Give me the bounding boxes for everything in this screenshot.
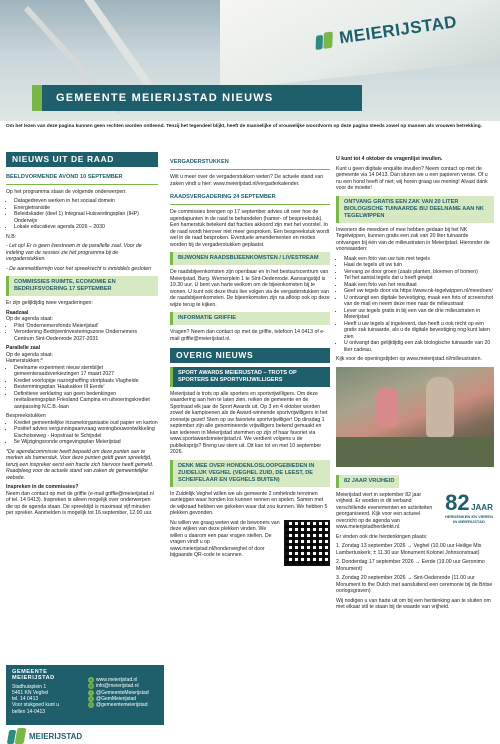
meierijstad-logo-icon xyxy=(8,728,26,744)
paragraph: Vragen? Neem dan contact op met de griffie, telefoon 14 0413 of e-mail griffie@meierijstad.nl. xyxy=(170,329,325,342)
social-link[interactable]: @GemMeierijstad xyxy=(96,695,137,702)
address-line: Voor stukgoed kunt u xyxy=(12,702,59,709)
list-item: • Vervang ze door groen (zaals planten, bloemen of bomen) xyxy=(344,269,494,276)
phone: tel. 14 0413 xyxy=(12,696,39,703)
list-item: • Haal de tegels uit uw tuin xyxy=(344,262,494,269)
section-title: OVERIG NIEUWS xyxy=(170,348,330,363)
list-item: • Energietransitie xyxy=(14,205,158,212)
list-item: • Maak een foto van uw tuin met tegels xyxy=(344,256,494,263)
heading: U kunt tot 4 oktober de vragenlijst invullen. xyxy=(336,156,443,162)
gardening-photo xyxy=(336,367,494,467)
meierijstad-logo-icon xyxy=(315,31,335,49)
paragraph: De raadsbijeenkomsten zijn openbaar en in het bestuurscentrum van Meierijstad, Burg. Wernerplein 1 te Sint-Oedenrode. Aanvangstijd is 19.30 uur. U bent van harte welkom om de bijeenkomsten bij te wonen. U kunt ook deze thuis live volgen via de vergaderstukken van de raadsbijeenkomsten. De bijeenkomsten zijn na afloop ook op deze wijze terug te kijken. xyxy=(170,269,330,308)
paragraph: In Zuidelijk Veghel willen we als gemeente 2 omheinde terreinen aanleggen waar honden los kunnen rennen en spelen. Samen met de wijkraad hebben we gekeken waar dat zou kunnen. We hebben 5 plekken gevonden. xyxy=(170,490,328,516)
paragraph: Neem dan contact op met de griffie (e-mail griffie@meierijstad.nl of tel. 14 0413). Inspreken is alleen mogelijk over onderwerpen die op de agenda staan. De spreektijd is maximaal vijf minuten per spreker. Aanmelden is mogelijk tot 16 september, 12.00 uur. xyxy=(6,490,154,516)
social-link[interactable]: @GemeenteMeierijstad xyxy=(96,689,149,696)
list-item: • Krediet gemeentelijke inzamelorganisatie oud papier en karton xyxy=(14,420,158,427)
address-line: Stadhuisplein 1 xyxy=(12,683,47,690)
paragraph: Meierijstad is trots op alle sporters en sportvrijwilligers. Om deze waardering aan hen te laten zien, reiken de gemeente en de Sportraad elk jaar de Sport Awards uit. Op 3 en 4 oktober worden zowel de kampioenen als de Award-winnende sportvrijwilligers in het zonnetje gezet! Stem op uw favoriete sportvrijwilliger! Op dinsdag 1 september zijn alle genomineerde vrijwilligers bekend gemaakt en kan iedereen in Meierijstad stemmen op zijn of haar favoriet via www.sportawardsmeierijstad.nl. We verdient volgens u de publieksprijs? Breng uw stem uit. Dit kan tot en met 10 september 2026. xyxy=(170,390,328,455)
room-heading: Raadzaal xyxy=(6,309,29,316)
paragraph: Meierijstad viert in september 82 jaar vrijheid. Er worden in dit verband verschillende evenementen en activiteiten georganiseerd. Kijk voor een actueel overzicht op de agenda van www.meierijstadherdenkt.nl. xyxy=(336,491,433,530)
list-item: 3. Zondag 20 september 2026 → Sint-Oedenrode (11.00 uur Monument to the Dutch met aansluitend een ceremonie bij de Britse oorlogsgraven) xyxy=(336,575,493,594)
qr-code[interactable] xyxy=(284,520,330,566)
hero-image xyxy=(0,0,500,121)
paragraph: Wilt u meer over de vergaderstukken weten? De actuele stand van zaken vindt u hier: www.meierijstad.nl/vergaderkalender. xyxy=(170,174,324,187)
instagram-icon: ◎ xyxy=(89,702,93,708)
subsection-title: DENK MEE OVER HONDENLOSLOOPGEBIEDEN IN ZUIDELIJK VEGHEL (VEGHEL ZUID, DE LEEST, DE SCHEIFELAAR EN VEGHELS BUITEN) xyxy=(170,460,330,487)
address-line: 5461 KN Veghel xyxy=(12,689,49,696)
nb-label: N.B: xyxy=(6,233,17,240)
subsection-title: BEELDVORMENDE AVOND 10 SEPTEMBER xyxy=(6,171,158,185)
list-item: • Geef uw tegels door via https://www.nk-tegelwippen.nl/meedoen/ xyxy=(344,288,494,295)
list-item: 2. Donderdag 17 september 2026 → Eerde (19.00 uur Geronimo Monument) xyxy=(336,559,485,572)
agenda-list xyxy=(6,198,158,231)
list-item: • Lokale educatieve agenda 2026 – 2030 xyxy=(14,224,158,231)
mail-icon: @ xyxy=(88,683,94,689)
agenda-list xyxy=(6,323,158,343)
list-item: • 5e Wijzigingsronde omgevingsplan Meierijstad xyxy=(14,439,158,446)
paragraph: Er vinden ook drie herdenkingen plaats: xyxy=(336,533,428,540)
paragraph: Wij nodigen u van harte uit om bij een herdenking aan te sluiten om met elkaar stil te staan bij de waarde van vrijheid. xyxy=(336,597,491,610)
list-item: • Bestemmingsplan 'Haakakker III Eerde' xyxy=(14,384,158,391)
paragraph: Inwoners die meedoen of mee hebben gedaan bij het NK Tegelwippen, kunnen gratis een zak van 20 liter tuinaarde ontvangen bij één van de milieustraten in Meierijstad. Hieronder de voorwaarden: xyxy=(336,226,490,252)
list-item: 1. Zondag 13 september 2026 → Veghel (10.00 uur Heilige Mis Lambertuskerk; ± 11.30 uur Monument Kolonel Johnsonstraat) xyxy=(336,543,482,556)
contact-box xyxy=(6,665,164,725)
list-item: • Tel het aantal tegels dat u heeft gewipt xyxy=(344,275,494,282)
address-line: bellen 14-0413 xyxy=(12,708,46,715)
paragraph: Op de agenda staat: xyxy=(6,316,54,322)
subsection-title: VERGADERSTUKKEN xyxy=(170,156,330,170)
paragraph: Hamerstukken:* xyxy=(6,358,43,364)
conditions-list xyxy=(336,256,494,354)
note: - De aanmeldtermijn voor het spreekrecht is inmiddels gesloten xyxy=(6,265,152,272)
paragraph: Op het programma staan de volgende onderwerpen: xyxy=(6,188,127,195)
room-heading: Parallelle zaal xyxy=(6,345,41,351)
website-link[interactable]: www.meierijstad.nl xyxy=(96,677,138,683)
list-item: • Pilot 'Ondernemersfonds Meierijstad' xyxy=(14,323,158,330)
subsection-title: RAADSVERGADERING 24 SEPTEMBER xyxy=(170,191,330,205)
list-item: • Krediet voorlopige nazorgheffing stortplaats Vlagheide xyxy=(14,378,158,385)
subsection-title: COMMISSIES RUIMTE, ECONOMIE EN BEDRIJFSVOERING 17 SEPTEMBER xyxy=(6,276,158,296)
list-item: • Definitieve verklaring van geen bedenkingen revitaliseringsplan Friesland Campina en uitvoeringskrediet aanpassing N.C.B.-laan xyxy=(14,391,158,411)
column-raad-2 xyxy=(170,152,330,566)
agenda-list xyxy=(6,365,158,411)
agenda-list xyxy=(6,420,158,446)
list-item: • Verordening Bedrijveninvesteringszone Ondernemers Centrum Sint-Oedenrode 2027-2031 xyxy=(14,329,158,342)
82-jaar-logo: 82 JAAR HERDENKEN EN VIEREN IN MEIERIJSTAD xyxy=(444,489,493,524)
heading: Inspreken in de commissies? xyxy=(6,484,79,490)
column-news xyxy=(336,152,494,614)
paragraph: Er zijn gelijktijdig twee vergaderingen: xyxy=(6,300,93,306)
list-item: • U ontvangt dan gelijktijdig een zak biologische tuinaarde van 20 liter cadeau. xyxy=(344,340,494,353)
subsection-title: SPORT AWARDS MEIERIJSTAD – TROTS OP SPORTERS EN SPORTVRIJWILLIGERS xyxy=(170,367,330,387)
social-link[interactable]: @gemeentemeierijstad xyxy=(96,702,148,709)
column-raad xyxy=(6,152,158,520)
facebook-icon: f xyxy=(88,690,94,696)
logo-text: MEIERIJSTAD xyxy=(338,12,459,48)
paragraph: Kijk voor de openingstijden op www.meierijstad.nl/milieustraten. xyxy=(336,356,482,362)
globe-icon: ● xyxy=(89,677,93,683)
subsection-title: ONTVANG GRATIS EEN ZAK VAN 20 LITER BIOLOGISCHE TUINAARDE BIJ DEELNAME AAN NK TEGELWIPPEN xyxy=(336,196,494,223)
list-item: • Deelname experiment nieuw stembiljet gemeenteraadsverkiezingen 17 maart 2027 xyxy=(14,365,158,378)
paragraph: De commissies brengen op 17 september advies uit over hoe de agendapunten in de raad te behandelen (hamer- of bespreekstuk). Een hamerstuk betekent dat fracties akkoord zijn met het voorstel. In de raad wordt hierover niet meer gesproken. Een bespreekstuk wordt wel in de raad besproken. Eventuele amendementen en moties worden bij de vergaderstukken geplaatst. xyxy=(170,209,330,248)
note: - Let op! Er is geen livestream in de parallelle zaal. Voor de indeling van de sessies zie het programma bij de vergaderstukken. xyxy=(6,243,142,262)
email-link[interactable]: info@meierijstad.nl xyxy=(96,683,139,690)
footer-logo xyxy=(8,728,82,744)
paragraph: Bespreekstukken xyxy=(6,413,46,419)
list-item: • Beleidskader (deel 1) Integraal Huisvestingsplan (IHP) Onderwijs xyxy=(14,211,158,224)
list-item: • Heeft u uw tegels al ingeleverd, dan heeft u ook recht op een gratis zak tuinaarde, als u de digitale bevestiging nog kunt laten zien xyxy=(344,321,494,341)
paragraph: Kunt u geen digitale enquête invullen? Neem contact op met de gemeente via 14 0413. Dan sturen we u een papieren versie. Of u nu een hond heeft of niet; wij horen graag uw mening! Alvast dank voor de moeite! xyxy=(336,165,488,191)
list-item: • Maak een foto van het resultaat xyxy=(344,282,494,289)
subsection-title: BIJWONEN RAADSBIJEENKOMSTEN / LIVESTREAM xyxy=(170,252,330,265)
paragraph: Op de agenda staat: xyxy=(6,351,54,358)
subsection-title: INFORMATIE GRIFFIE xyxy=(170,312,330,325)
list-item: • Lever uw tegels gratis in bij een van de drie milieustraten in Meierijstad xyxy=(344,308,494,321)
contact-title: GEMEENTE MEIERIJSTAD xyxy=(12,669,55,682)
x-icon: x xyxy=(90,696,92,702)
section-title: NIEUWS UIT DE RAAD xyxy=(6,152,158,167)
disclaimer: Om het lezen van deze pagina kunnen geen rechten worden ontleend. Tenzij het tegendeel blijkt, heeft de mannelijke of vrouwelijke woordvorm op deze pagina steeds zowel op mannen als vrouwen betrekking. xyxy=(6,124,482,129)
note: *De agendacommissie heeft bepaald om deze punten aan te merken als hamerstuk. Voor deze punten geldt geen spreektijd, tenzij een inspreker eerst een fractie zich hiervoor heeft gemeld. Raadpleeg voor de actuele stand van zaken de gemeentelijke website. xyxy=(6,448,154,481)
list-item: • Datagedreven werken in het sociaal domein xyxy=(14,198,158,205)
page-title: GEMEENTE MEIERIJSTAD NIEUWS xyxy=(42,85,362,111)
list-item: • U ontvangt een digitale bevestiging, maak een foto of screenshot van de mail en neem deze mee naar de milieustraat xyxy=(344,295,494,308)
list-item: • Positief advies vergunningaanvraag woningbouwontwikkeling Eischotseweg - Hopstraat te Schijndel xyxy=(14,426,158,439)
paragraph: Nu willen we graag weten wat de bewoners van deze wijken van deze plekken vinden. We willen u daarom een paar vragen stellen. De vragen vindt u op www.meierijstad.nl/hondenveghel of door bijgaande QR-code te scannen. xyxy=(170,519,280,558)
logo-text: MEIERIJSTAD xyxy=(29,731,83,741)
subsection-title: 82 JAAR VRIJHEID xyxy=(336,475,399,488)
